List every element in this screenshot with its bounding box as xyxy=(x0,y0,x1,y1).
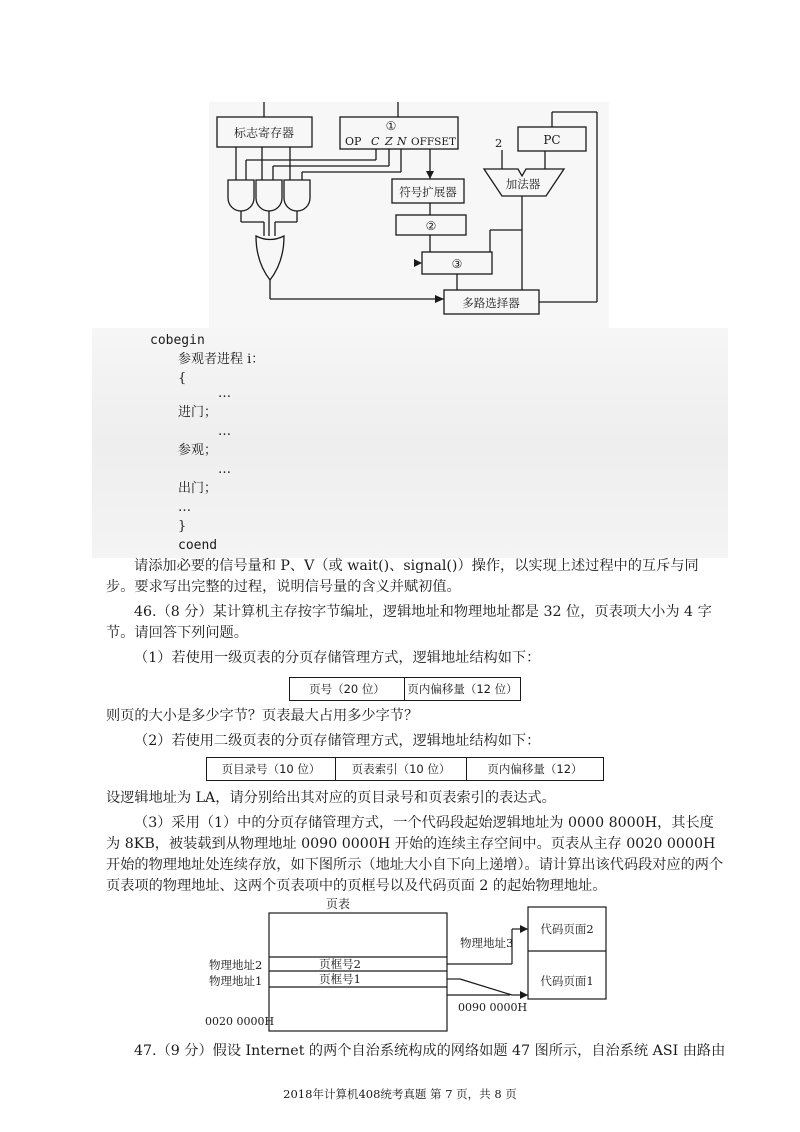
field-n: N xyxy=(397,135,407,148)
frame-number-2-label: 页框号2 xyxy=(319,957,361,971)
code-dots-3: … xyxy=(218,462,231,477)
datapath-diagram xyxy=(0,0,800,330)
const-two-label: 2 xyxy=(495,136,503,150)
flag-register-label: 标志寄存器 xyxy=(233,126,295,140)
q45-instruction: 请添加必要的信号量和 P、V（或 wait()、signal()）操作，以实现上述过程中的互斥与同步。要求写出完整的过程，说明信号量的含义并赋初值。 xyxy=(106,558,699,595)
page-footer: 2018年计算机408统考真题 第 7 页，共 8 页 xyxy=(283,1087,517,1101)
q46-part2-question: 设逻辑地址为 LA，请分别给出其对应的页目录号和页表索引的表达式。 xyxy=(106,790,556,806)
phys-addr-1-label: 物理地址1 xyxy=(209,974,263,988)
frame-number-1-label: 页框号1 xyxy=(319,972,361,986)
circle-2-label: ② xyxy=(425,219,437,233)
code-dots-2: … xyxy=(218,424,231,439)
page-table-title: 页表 xyxy=(325,897,351,911)
page-table-diagram xyxy=(0,895,800,1045)
code-cobegin: cobegin xyxy=(150,333,205,348)
code-dots-1: … xyxy=(218,386,231,401)
sign-extender-label: 符号扩展器 xyxy=(399,185,457,199)
mux-label: 多路选择器 xyxy=(462,296,520,310)
field-c: C xyxy=(371,135,380,148)
code-page-1-label: 代码页面1 xyxy=(540,974,594,988)
code-open-brace: { xyxy=(178,371,187,386)
code-visit: 参观； xyxy=(178,443,218,458)
code-visitor-process: 参观者进程 i： xyxy=(178,352,265,367)
field-z: Z xyxy=(385,135,393,148)
code-enter: 进门； xyxy=(178,405,218,420)
q46-part3: （3）采用（1）中的分页存储管理方式，一个代码段起始逻辑地址为 0000 8000H，其长度为 8KB，被装载到从物理地址 0090 0000H 开始的连续主存空间中。页表从主存 0020 0000H 开始的物理地址处连续存放，如下图所示（地址大小自下向上递增）。请计算出该代码段对应的两个页表项的物理地址、这两个页表项中的页框号以及代码页面 2 的起始物理地址。 xyxy=(106,815,724,894)
phys-addr-2-label: 物理地址2 xyxy=(209,958,263,972)
phys-addr-3-label: 物理地址3 xyxy=(460,936,514,950)
field-offset: OFFSET xyxy=(411,136,457,148)
circle-1-label: ① xyxy=(385,119,397,133)
field-op: OP xyxy=(345,135,362,148)
q46-intro: 46.（8 分）某计算机主存按字节编址，逻辑地址和物理地址都是 32 位，页表项大小为 4 字节。请回答下列问题。 xyxy=(106,604,712,641)
page-table-base-address: 0020 0000H xyxy=(205,1015,275,1028)
adder-label: 加法器 xyxy=(505,177,541,191)
q47-intro: 47.（9 分）假设 Internet 的两个自治系统构成的网络如题 47 图所示，自治系统 ASI 由路由 xyxy=(134,1043,726,1059)
code-dots-4: … xyxy=(178,500,191,515)
page-table-index-field: 页表索引（10 位） xyxy=(335,758,466,780)
circle-3-label: ③ xyxy=(451,257,463,271)
page-offset-field: 页内偏移量（12 位） xyxy=(404,678,520,700)
page-number-field: 页号（20 位） xyxy=(309,682,385,696)
page-offset-field-2: 页内偏移量（12） xyxy=(466,758,603,780)
page-directory-field: 页目录号（10 位） xyxy=(221,762,321,776)
pc-label: PC xyxy=(543,133,561,147)
q46-part1: （1）若使用一级页表的分页存储管理方式，逻辑地址结构如下： xyxy=(134,650,541,666)
code-coend: coend xyxy=(178,538,218,553)
code-page-2-label: 代码页面2 xyxy=(540,922,594,936)
address-structure-1 xyxy=(289,677,521,701)
q46-part1-question: 则页的大小是多少字节？页表最大占用多少字节？ xyxy=(106,708,419,724)
code-exit: 出门； xyxy=(178,481,218,496)
q46-part2: （2）若使用二级页表的分页存储管理方式，逻辑地址结构如下： xyxy=(134,733,541,749)
code-close-brace: } xyxy=(178,519,187,534)
address-structure-2 xyxy=(206,757,604,781)
code-start-address: 0090 0000H xyxy=(458,1001,528,1014)
